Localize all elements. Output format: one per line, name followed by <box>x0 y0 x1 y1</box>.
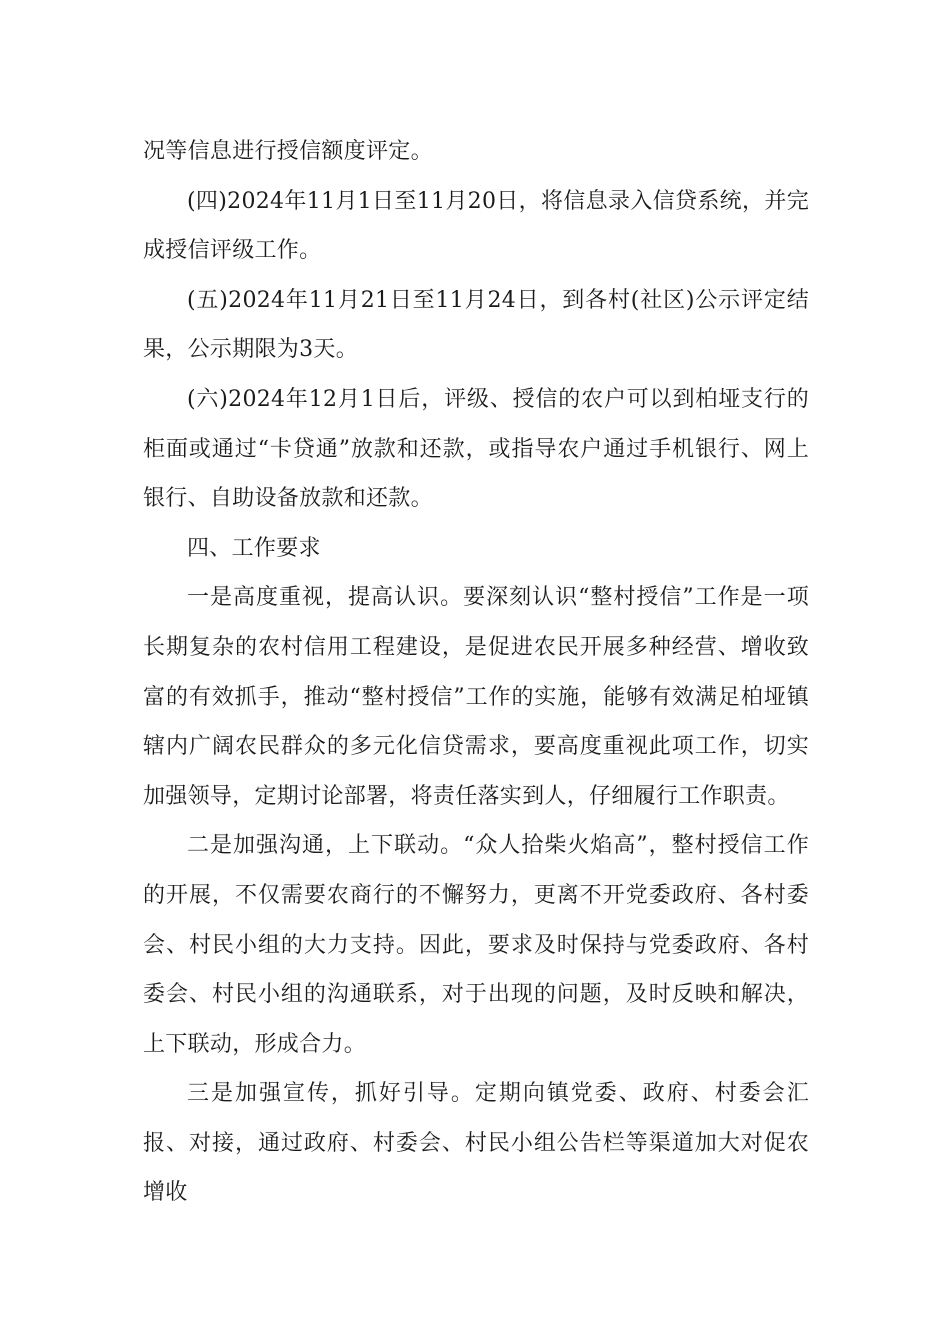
paragraph-requirement-3: 三是加强宣传，抓好引导。定期向镇党委、政府、村委会汇报、对接，通过政府、村委会、村民小组公告栏等渠道加大对促农增收 <box>143 1081 809 1206</box>
paragraph-step-5: (五)2024年11月21日至11月24日，到各村(社区)公示评定结果，公示期限为3天。 <box>143 287 809 363</box>
paragraph-requirement-2: 二是加强沟通，上下联动。“众人拾柴火焰高”，整村授信工作的开展，不仅需要农商行的不懈努力，更离不开党委政府、各村委会、村民小组的大力支持。因此，要求及时保持与党委政府、各村委会、村民小组的沟通联系，对于出现的问题，及时反映和解决，上下联动，形成合力。 <box>143 833 809 1057</box>
document-body <box>143 127 809 1218</box>
paragraph-requirement-1: 一是高度重视，提高认识。要深刻认识“整村授信”工作是一项长期复杂的农村信用工程建设，是促进农民开展多种经营、增收致富的有效抓手，推动“整村授信”工作的实施，能够有效满足柏垭镇辖内广阔农民群众的多元化信贷需求，要高度重视此项工作，切实加强领导，定期讨论部署，将责任落实到人，仔细履行工作职责。 <box>143 585 809 809</box>
section-heading-work-requirements: 四、工作要求 <box>187 535 321 561</box>
paragraph-continuation: 况等信息进行授信额度评定。 <box>143 139 433 164</box>
paragraph-step-6: (六)2024年12月1日后，评级、授信的农户可以到柏垭支行的柜面或通过“卡贷通”放款和还款，或指导农户通过手机银行、网上银行、自助设备放款和还款。 <box>143 386 809 512</box>
paragraph-step-4: (四)2024年11月1日至11月20日，将信息录入信贷系统，并完成授信评级工作。 <box>143 188 809 264</box>
